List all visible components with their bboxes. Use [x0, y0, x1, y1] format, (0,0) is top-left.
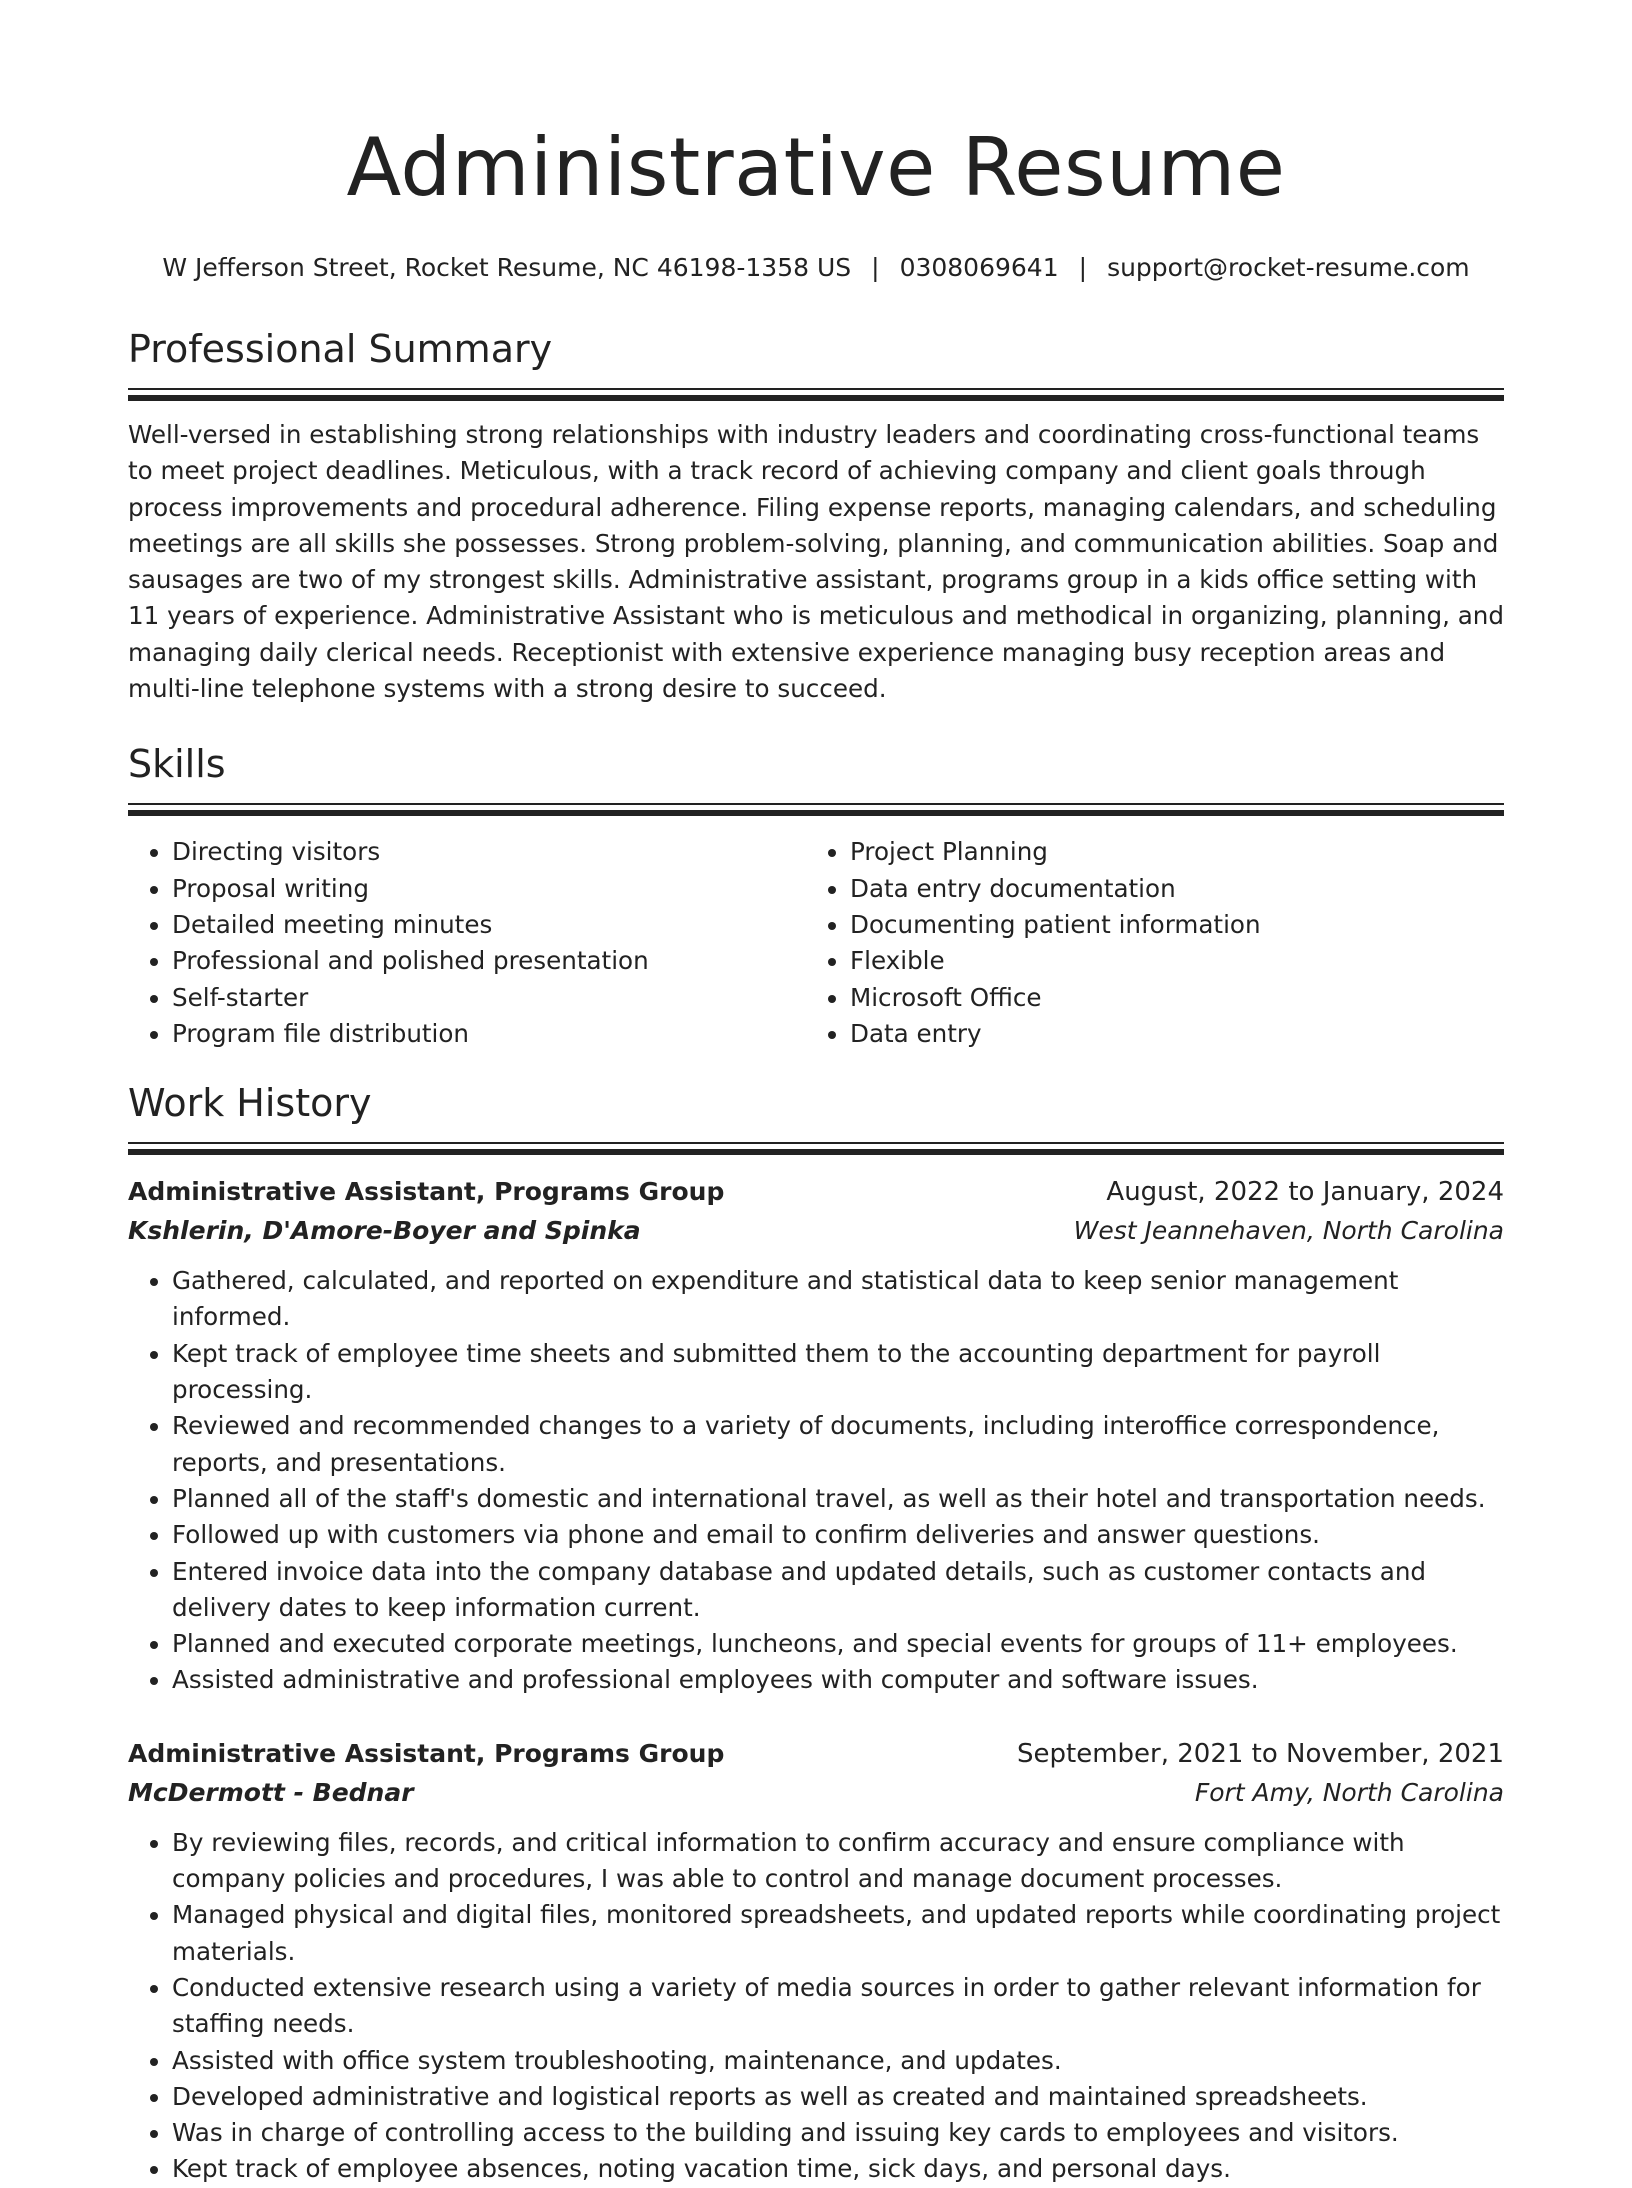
skill-item: • Proposal writing — [172, 871, 806, 907]
skill-item: • Microsoft Office — [850, 980, 1484, 1016]
skills-section — [128, 739, 1504, 1052]
job-duty-item: • Entered invoice data into the company database and updated details, such as customer contacts and delivery dates to keep information current. — [172, 1554, 1504, 1627]
job-duties-list — [128, 1263, 1504, 1699]
job-duty-item: • Assisted with office system troubleshooting, maintenance, and updates. — [172, 2043, 1504, 2079]
job-duty-item: • Developed administrative and logistical reports as well as created and maintained spreadsheets. — [172, 2079, 1504, 2115]
job-entry — [128, 1173, 1504, 1699]
section-divider — [128, 1142, 1504, 1155]
job-entry — [128, 1735, 1504, 2188]
job-employer-row — [128, 1773, 1504, 1813]
job-duty-item: • Kept track of employee time sheets and submitted them to the accounting department for payroll processing. — [172, 1336, 1504, 1409]
skill-item: • Data entry documentation — [850, 871, 1484, 907]
job-location: Fort Amy, North Carolina — [1194, 1777, 1504, 1807]
contact-email: support@rocket-resume.com — [1107, 253, 1470, 282]
job-header-row — [128, 1173, 1504, 1211]
skills-list-left — [128, 834, 806, 1052]
job-title: Administrative Assistant, Programs Group — [128, 1738, 725, 1768]
job-dates: August, 2022 to January, 2024 — [1106, 1177, 1504, 1208]
summary-section — [128, 324, 1504, 707]
job-duty-item: • Planned and executed corporate meetings, luncheons, and special events for groups of 11+ employees. — [172, 1626, 1504, 1662]
job-location: West Jeannehaven, North Carolina — [1073, 1216, 1504, 1246]
contact-phone: 0308069641 — [899, 253, 1059, 282]
work-history-heading: Work History — [128, 1081, 372, 1126]
job-duty-item: • Kept track of employee absences, noting vacation time, sick days, and personal days. — [172, 2151, 1504, 2187]
skill-item: • Detailed meeting minutes — [172, 907, 806, 943]
skills-column-left — [128, 834, 806, 1052]
job-employer-row — [128, 1211, 1504, 1251]
section-divider — [128, 803, 1504, 816]
contact-line — [128, 252, 1504, 284]
job-duty-item: • Was in charge of controlling access to the building and issuing key cards to employees and visitors. — [172, 2115, 1504, 2151]
job-duty-item: • Assisted administrative and professional employees with computer and software issues. — [172, 1662, 1504, 1698]
skills-heading: Skills — [128, 742, 226, 787]
skill-item: • Program file distribution — [172, 1016, 806, 1052]
summary-heading: Professional Summary — [128, 327, 553, 371]
job-duty-item: • Conducted extensive research using a variety of media sources in order to gather relevant information for staffing needs. — [172, 1970, 1504, 2043]
job-dates: September, 2021 to November, 2021 — [1017, 1738, 1504, 1769]
job-duty-item: • By reviewing files, records, and critical information to confirm accuracy and ensure compliance with company policies and procedures, I was able to control and manage document processes. — [172, 1825, 1504, 1898]
job-title: Administrative Assistant, Programs Group — [128, 1177, 725, 1207]
summary-text: Well-versed in establishing strong relationships with industry leaders and coordinating cross-functional teams to meet project deadlines. Meticulous, with a track record of achieving company and client goals through process improvements and procedural adherence. Filing expense reports, managing calendars, and scheduling meetings are all skills she possesses. Strong problem-solving, planning, and communication abilities. Soap and sausages are two of my strongest skills. Administrative assistant, programs group in a kids office setting with 11 years of experience. Administrative Assistant who is meticulous and methodical in organizing, planning, and managing daily clerical needs. Receptionist with extensive experience managing busy reception areas and multi-line telephone systems with a strong desire to succeed. — [128, 420, 1504, 704]
contact-address: W Jefferson Street, Rocket Resume, NC 46198-1358 US — [162, 253, 852, 282]
job-company: McDermott - Bednar — [128, 1777, 414, 1807]
skills-grid — [128, 834, 1504, 1052]
job-duty-item: • Reviewed and recommended changes to a variety of documents, including interoffice correspondence, reports, and presentations. — [172, 1408, 1504, 1481]
job-duties-list — [128, 1825, 1504, 2188]
skill-item: • Documenting patient information — [850, 907, 1484, 943]
skill-item: • Professional and polished presentation — [172, 943, 806, 979]
contact-separator: | — [1078, 253, 1088, 282]
work-history-section — [128, 1078, 1504, 2188]
skill-item: • Project Planning — [850, 834, 1484, 870]
skills-column-right — [806, 834, 1484, 1052]
job-duty-item: • Followed up with customers via phone and email to confirm deliveries and answer questions. — [172, 1517, 1504, 1553]
skills-list-right — [806, 834, 1484, 1052]
skill-item: • Self-starter — [172, 980, 806, 1016]
skill-item: • Data entry — [850, 1016, 1484, 1052]
job-company: Kshlerin, D'Amore-Boyer and Spinka — [128, 1216, 641, 1246]
resume-title: Administrative Resume — [346, 121, 1286, 214]
job-duty-item: • Planned all of the staff's domestic and international travel, as well as their hotel and transportation needs. — [172, 1481, 1504, 1517]
skill-item: • Flexible — [850, 943, 1484, 979]
job-duty-item: • Managed physical and digital files, monitored spreadsheets, and updated reports while coordinating project materials. — [172, 1897, 1504, 1970]
skill-item: • Directing visitors — [172, 834, 806, 870]
job-header-row — [128, 1735, 1504, 1773]
job-duty-item: • Gathered, calculated, and reported on expenditure and statistical data to keep senior management informed. — [172, 1263, 1504, 1336]
section-divider — [128, 388, 1504, 401]
contact-separator: | — [871, 253, 880, 282]
